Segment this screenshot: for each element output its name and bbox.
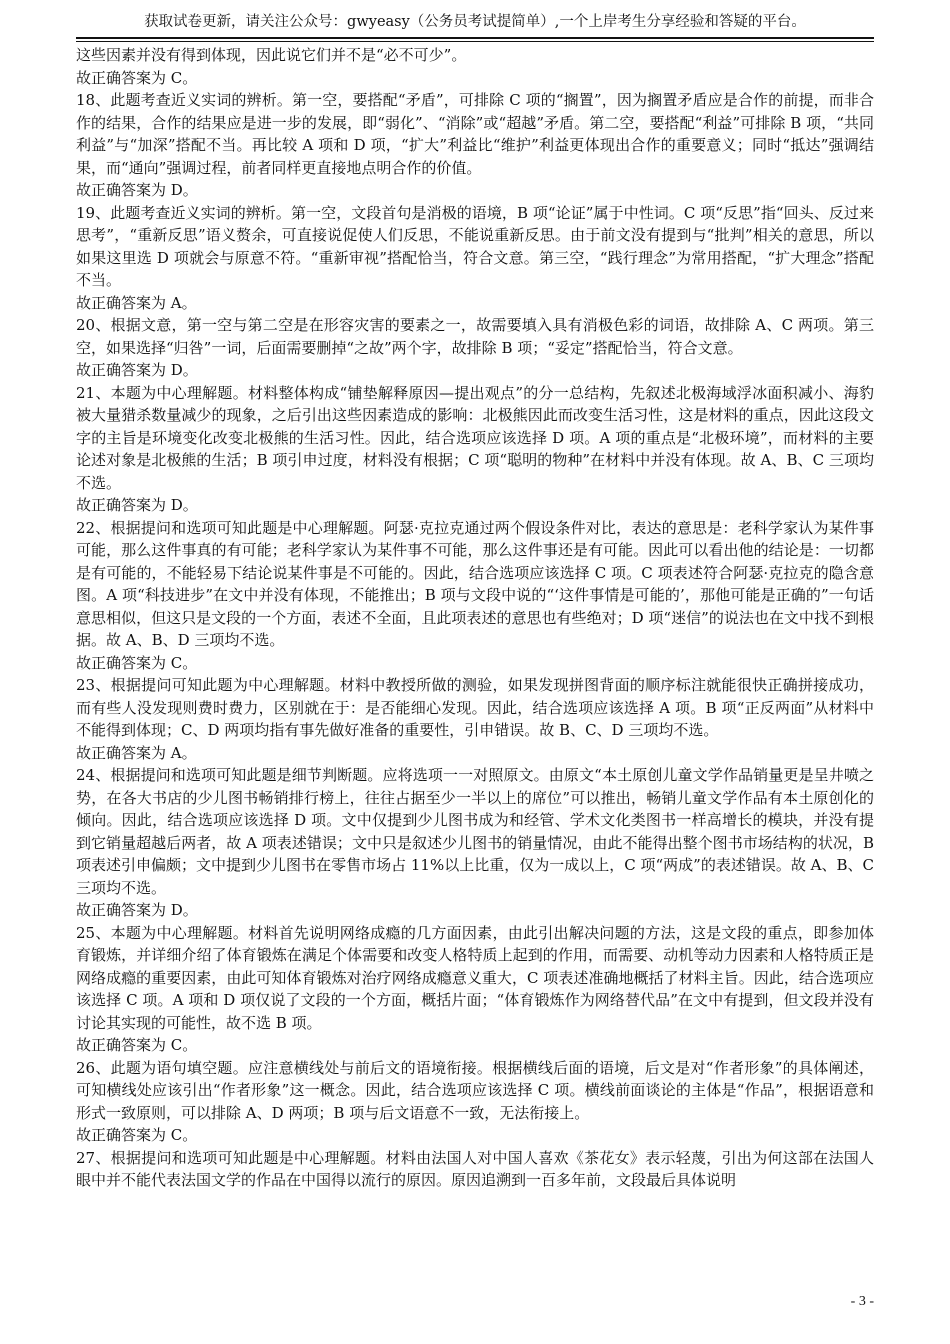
- page-header: 获取试卷更新，请关注公众号：gwyeasy（公务员考试提简单）,一个上岸考生分享经验和答疑的平台。: [144, 14, 806, 30]
- paragraph: 24、根据提问和选项可知此题是细节判断题。应将选项一一对照原文。由原文“本土原创儿童文学作品销量更是呈井喷之势，在各大书店的少儿图书畅销排行榜上，往往占据至少一半以上的席位”可以推出，畅销儿童文学作品有本土原创化的倾向。因此，结合选项应该选择 D 项。文中仅提到少儿图书成为和经管、学术文化类图书一样高增长的模块，并没有提到它销量超越后两者，故 A 项表述错误；文中只是叙述少儿图书的销量情况，由此不能得出整个图书市场结构的状况，B 项表述引申偏颇；文中提到少儿图书在零售市场占 11%以上比重，仅为一成以上，C 项“两成”的表述错误。故 A、B、C 三项均不选。: [76, 766, 874, 897]
- answer-line: 故正确答案为 D。: [76, 361, 198, 379]
- answer-line: 故正确答案为 C。: [76, 653, 198, 672]
- paragraph: 21、本题为中心理解题。材料整体构成“铺垫解释原因—提出观点”的分一总结构，先叙述北极海域浮冰面积减小、海豹被大量猎杀数量减少的现象，之后引出这些因素造成的影响：北极熊因此而改变生活习性，这是材料的重点，因此这段文字的主旨是环境变化改变北极熊的生活习性。因此，结合选项应该选择 D 项。A 项的重点是“北极环境”，而材料的主要论述对象是北极熊的生活；B 项引申过度，材料没有根据；C 项“聪明的物种”在材料中并没有体现。故 A、B、C 三项均不选。: [76, 383, 874, 492]
- answer-line: 故正确答案为 C。: [76, 68, 198, 87]
- paragraph: 23、根据提问可知此题为中心理解题。材料中教授所做的测验，如果发现拼图背面的顺序标注就能很快正确拼接成功，而有些人没发现则费时费力，区别就在于：是否能细心发现。因此，结合选项应该选择 A 项。B 项“正反两面”从材料中不能得到体现；C、D 两项均指有事先做好准备的重要性，引申错误。故 B、C、D 三项均不选。: [76, 676, 874, 739]
- answer-line: 故正确答案为 D。: [76, 181, 198, 199]
- header-rule-thin: [76, 41, 874, 42]
- paragraph: 27、根据提问和选项可知此题是中心理解题。材料由法国人对中国人喜欢《茶花女》表示轻蔑，引出为何这部在法国人眼中并不能代表法国文学的作品在中国得以流行的原因。原因追溯到一百多年前，文段最后具体说明: [76, 1148, 874, 1189]
- paragraph: 这些因素并没有得到体现，因此说它们并不是“必不可少”。: [76, 46, 467, 64]
- answer-line: 故正确答案为 A。: [76, 743, 197, 762]
- answer-explanations: [76, 44, 874, 1192]
- paragraph: 20、根据文意，第一空与第二空是在形容灾害的要素之一，故需要填入具有消极色彩的词语，故排除 A、C 两项。第三空，如果选择“归咎”一词，后面需要删掉“之故”两个字，故排除 B 项；“妥定”搭配恰当，符合文意。: [76, 316, 874, 357]
- paragraph: 25、本题为中心理解题。材料首先说明网络成瘾的几方面因素，由此引出解决问题的方法，这是文段的重点，即参加体育锻炼，并详细介绍了体育锻炼在满足个体需要和改变人格特质上起到的作用，而需要、动机等动力因素和人格特质正是网络成瘾的重要因素，由此可知体育锻炼对治疗网络成瘾意义重大，C 项表述准确地概括了材料主旨。因此，结合选项应该选择 C 项。A 项和 D 项仅说了文段的一个方面，概括片面；“体育锻炼作为网络替代品”在文中有提到，但文段并没有讨论其实现的可能性，故不选 B 项。: [76, 923, 874, 1032]
- paragraph: 22、根据提问和选项可知此题是中心理解题。阿瑟·克拉克通过两个假设条件对比，表达的意思是：老科学家认为某件事可能，那么这件事真的有可能；老科学家认为某件事不可能，那么这件事还是有可能。因此可以看出他的结论是：一切都是有可能的，不能轻易下结论说某件事是不可能的。因此，结合选项应该选择 C 项。C 项表述符合阿瑟·克拉克的隐含意图。A 项“科技进步”在文中并没有体现，不能推出；B 项与文段中说的“‘这件事情是可能的’，那他可能是正确的”一句话意思相似，但这只是文段的一个方面，表述不全面，且此项表述的意思也有些绝对；D 项“迷信”的说法也在文中找不到根据。故 A、B、D 三项均不选。: [76, 518, 874, 649]
- paragraph: 19、此题考查近义实词的辨析。第一空，文段首句是消极的语境，B 项“论证”属于中性词。C 项“反思”指“回头、反过来思考”，“重新反思”语义赘余，可直接说促使人们反思，不能说重新反思。由于前文没有提到与“批判”相关的意思，所以如果这里选 D 项就会与原意不符。“重新审视”搭配恰当，符合文意。第三空，“践行理念”为常用搭配，“扩大理念”搭配不当。: [76, 203, 874, 289]
- answer-line: 故正确答案为 C。: [76, 1126, 198, 1144]
- answer-line: 故正确答案为 D。: [76, 496, 198, 514]
- answer-line: 故正确答案为 A。: [76, 293, 197, 312]
- answer-line: 故正确答案为 D。: [76, 901, 198, 919]
- paragraph: 26、此题为语句填空题。应注意横线处与前后文的语境衔接。根据横线后面的语境，后文是对“作者形象”的具体阐述，可知横线处应该引出“作者形象”这一概念。因此，结合选项应该选择 C 项。横线前面谈论的主体是“作品”，根据语意和形式一致原则，可以排除 A、D 两项；B 项与后文语意不一致，无法衔接上。: [76, 1058, 874, 1122]
- page-number: - 3 -: [850, 1294, 874, 1309]
- paragraph: 18、此题考查近义实词的辨析。第一空，要搭配“矛盾”，可排除 C 项的“搁置”，因为搁置矛盾应是合作的前提，而非合作的结果，合作的结果应是进一步的发展，即“弱化”、“消除”或“超越”矛盾。第二空，要搭配“利益”可排除 B 项，“共同利益”与“加深”搭配不当。再比较 A 项和 D 项，“扩大”利益比“维护”利益更体现出合作的重要意义；同时“抵达”强调结果，而“通向”强调过程，前者同样更直接地点明合作的价值。: [76, 91, 874, 177]
- answer-line: 故正确答案为 C。: [76, 1036, 198, 1054]
- header-rule: [76, 37, 874, 39]
